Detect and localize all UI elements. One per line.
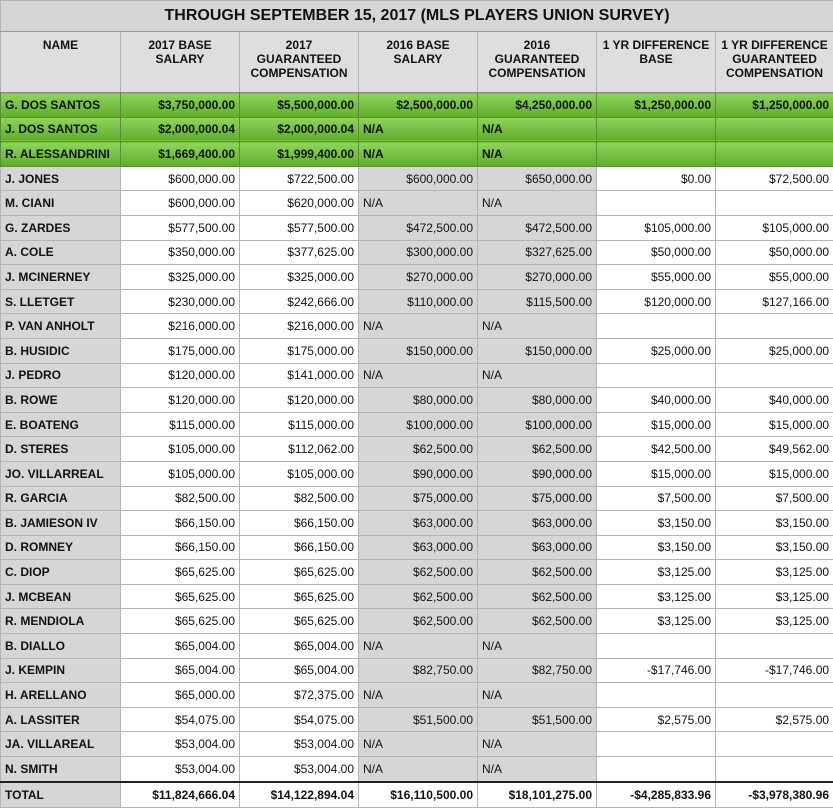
cell-2017-base: $350,000.00 (121, 240, 240, 265)
cell-diff-guaranteed (716, 117, 833, 142)
cell-2016-base: $100,000.00 (359, 412, 478, 437)
cell-2016-base: N/A (359, 732, 478, 757)
cell-2016-base: N/A (359, 363, 478, 388)
table-row (1, 363, 833, 388)
player-name: J. MCBEAN (1, 584, 121, 609)
cell-diff-guaranteed: $3,150.00 (716, 511, 833, 536)
cell-diff-base: $3,150.00 (597, 511, 716, 536)
cell-2016-guaranteed: N/A (478, 117, 597, 142)
cell-2016-base: $82,750.00 (359, 658, 478, 683)
player-name: D. ROMNEY (1, 535, 121, 560)
cell-diff-guaranteed (716, 191, 833, 216)
cell-2017-guaranteed: $66,150.00 (240, 511, 359, 536)
cell-2017-guaranteed: $65,004.00 (240, 658, 359, 683)
cell-diff-base: -$4,285,833.96 (597, 782, 716, 808)
cell-2016-guaranteed: $63,000.00 (478, 535, 597, 560)
cell-2016-guaranteed: $90,000.00 (478, 461, 597, 486)
cell-2017-guaranteed: $5,500,000.00 (240, 93, 359, 118)
cell-2017-guaranteed: $120,000.00 (240, 388, 359, 413)
cell-diff-base: $50,000.00 (597, 240, 716, 265)
cell-2016-guaranteed: $51,500.00 (478, 707, 597, 732)
player-name: N. SMITH (1, 757, 121, 782)
table-row (1, 166, 833, 191)
table-row (1, 732, 833, 757)
total-row (1, 782, 833, 808)
cell-diff-base (597, 117, 716, 142)
cell-2016-base: $62,500.00 (359, 584, 478, 609)
table-row (1, 707, 833, 732)
table-row (1, 584, 833, 609)
cell-2016-base: $2,500,000.00 (359, 93, 478, 118)
player-name: B. ROWE (1, 388, 121, 413)
player-name: JA. VILLAREAL (1, 732, 121, 757)
table-row (1, 486, 833, 511)
cell-2016-base: N/A (359, 142, 478, 167)
player-name: J. DOS SANTOS (1, 117, 121, 142)
cell-2016-base: N/A (359, 757, 478, 782)
cell-diff-guaranteed: -$3,978,380.96 (716, 782, 833, 808)
column-header-row (1, 32, 833, 93)
player-name: G. DOS SANTOS (1, 93, 121, 118)
cell-2016-guaranteed: $63,000.00 (478, 511, 597, 536)
table-row (1, 412, 833, 437)
player-name: H. ARELLANO (1, 683, 121, 708)
cell-2017-base: $53,004.00 (121, 732, 240, 757)
player-name: R. GARCIA (1, 486, 121, 511)
cell-2017-base: $115,000.00 (121, 412, 240, 437)
player-name: B. JAMIESON IV (1, 511, 121, 536)
header-1yr-difference-guaranteed-compensation: 1 YR DIFFERENCE GUARANTEED COMPENSATION (716, 32, 833, 93)
cell-diff-guaranteed: $40,000.00 (716, 388, 833, 413)
cell-2017-guaranteed: $1,999,400.00 (240, 142, 359, 167)
table-row (1, 634, 833, 659)
cell-diff-guaranteed: $3,125.00 (716, 584, 833, 609)
table-row (1, 314, 833, 339)
cell-2016-guaranteed: N/A (478, 142, 597, 167)
cell-diff-base: $3,125.00 (597, 584, 716, 609)
cell-2016-base: $51,500.00 (359, 707, 478, 732)
cell-diff-guaranteed: $3,150.00 (716, 535, 833, 560)
header-2016-base-salary: 2016 BASE SALARY (359, 32, 478, 93)
cell-diff-base: $15,000.00 (597, 461, 716, 486)
cell-2016-guaranteed: $80,000.00 (478, 388, 597, 413)
cell-diff-base: $42,500.00 (597, 437, 716, 462)
cell-diff-guaranteed: $25,000.00 (716, 338, 833, 363)
cell-2016-base: $300,000.00 (359, 240, 478, 265)
cell-diff-guaranteed (716, 363, 833, 388)
table-row (1, 388, 833, 413)
table-row (1, 535, 833, 560)
cell-diff-base: $1,250,000.00 (597, 93, 716, 118)
cell-diff-guaranteed: $1,250,000.00 (716, 93, 833, 118)
cell-diff-base: $3,150.00 (597, 535, 716, 560)
table-body (1, 93, 833, 808)
table-title: THROUGH SEPTEMBER 15, 2017 (MLS PLAYERS UNION SURVEY) (1, 1, 833, 32)
cell-2017-base: $65,625.00 (121, 609, 240, 634)
cell-2016-guaranteed: $115,500.00 (478, 289, 597, 314)
table-row (1, 461, 833, 486)
cell-diff-guaranteed (716, 757, 833, 782)
cell-2017-base: $1,669,400.00 (121, 142, 240, 167)
cell-2017-base: $65,625.00 (121, 584, 240, 609)
cell-2017-guaranteed: $65,004.00 (240, 634, 359, 659)
cell-2017-guaranteed: $141,000.00 (240, 363, 359, 388)
cell-2016-guaranteed: N/A (478, 314, 597, 339)
cell-diff-base: $15,000.00 (597, 412, 716, 437)
cell-diff-guaranteed (716, 683, 833, 708)
player-name: A. COLE (1, 240, 121, 265)
total-label: TOTAL (1, 782, 121, 808)
cell-diff-base (597, 683, 716, 708)
cell-2016-guaranteed: $62,500.00 (478, 584, 597, 609)
table-row (1, 609, 833, 634)
header-1yr-difference-base: 1 YR DIFFERENCE BASE (597, 32, 716, 93)
cell-2017-base: $11,824,666.04 (121, 782, 240, 808)
player-name: R. MENDIOLA (1, 609, 121, 634)
cell-2016-guaranteed: N/A (478, 363, 597, 388)
cell-diff-guaranteed: $15,000.00 (716, 412, 833, 437)
cell-2017-base: $120,000.00 (121, 363, 240, 388)
cell-diff-guaranteed: $15,000.00 (716, 461, 833, 486)
cell-2017-guaranteed: $115,000.00 (240, 412, 359, 437)
cell-2017-guaranteed: $577,500.00 (240, 215, 359, 240)
cell-2017-base: $65,625.00 (121, 560, 240, 585)
cell-2016-guaranteed: N/A (478, 634, 597, 659)
cell-2016-base: N/A (359, 634, 478, 659)
cell-2016-guaranteed: $62,500.00 (478, 437, 597, 462)
player-name: J. JONES (1, 166, 121, 191)
cell-diff-guaranteed: $3,125.00 (716, 609, 833, 634)
table-row (1, 240, 833, 265)
cell-diff-guaranteed: $50,000.00 (716, 240, 833, 265)
cell-diff-guaranteed (716, 634, 833, 659)
cell-2016-guaranteed: $18,101,275.00 (478, 782, 597, 808)
cell-2016-base: $63,000.00 (359, 535, 478, 560)
table-row (1, 93, 833, 118)
cell-2017-guaranteed: $54,075.00 (240, 707, 359, 732)
cell-diff-base (597, 191, 716, 216)
cell-2017-base: $66,150.00 (121, 535, 240, 560)
cell-diff-base: $40,000.00 (597, 388, 716, 413)
table-row (1, 191, 833, 216)
player-name: M. CIANI (1, 191, 121, 216)
cell-2017-guaranteed: $53,004.00 (240, 732, 359, 757)
cell-diff-base (597, 363, 716, 388)
cell-diff-guaranteed (716, 314, 833, 339)
cell-2016-guaranteed: $472,500.00 (478, 215, 597, 240)
cell-2017-guaranteed: $242,666.00 (240, 289, 359, 314)
cell-2017-base: $54,075.00 (121, 707, 240, 732)
cell-2017-base: $3,750,000.00 (121, 93, 240, 118)
cell-2017-base: $230,000.00 (121, 289, 240, 314)
player-name: G. ZARDES (1, 215, 121, 240)
cell-2017-guaranteed: $112,062.00 (240, 437, 359, 462)
cell-2016-guaranteed: N/A (478, 732, 597, 757)
cell-2016-guaranteed: $75,000.00 (478, 486, 597, 511)
cell-diff-base: $55,000.00 (597, 265, 716, 290)
cell-diff-guaranteed: $2,575.00 (716, 707, 833, 732)
header-name: NAME (1, 32, 121, 93)
cell-diff-base (597, 314, 716, 339)
player-name: JO. VILLARREAL (1, 461, 121, 486)
header-2017-base-salary: 2017 BASE SALARY (121, 32, 240, 93)
player-name: C. DIOP (1, 560, 121, 585)
table-row (1, 658, 833, 683)
cell-2017-guaranteed: $72,375.00 (240, 683, 359, 708)
cell-2017-base: $600,000.00 (121, 166, 240, 191)
cell-diff-base: $7,500.00 (597, 486, 716, 511)
cell-2017-guaranteed: $14,122,894.04 (240, 782, 359, 808)
cell-diff-base: $3,125.00 (597, 609, 716, 634)
cell-2017-guaranteed: $216,000.00 (240, 314, 359, 339)
cell-diff-base: -$17,746.00 (597, 658, 716, 683)
table-row (1, 757, 833, 782)
cell-2017-guaranteed: $65,625.00 (240, 584, 359, 609)
player-name: J. MCINERNEY (1, 265, 121, 290)
cell-diff-base: $3,125.00 (597, 560, 716, 585)
cell-2016-base: $600,000.00 (359, 166, 478, 191)
cell-2017-base: $577,500.00 (121, 215, 240, 240)
cell-2016-base: $62,500.00 (359, 609, 478, 634)
cell-diff-guaranteed: $49,562.00 (716, 437, 833, 462)
cell-diff-base: $2,575.00 (597, 707, 716, 732)
cell-2016-guaranteed: $62,500.00 (478, 560, 597, 585)
table-row (1, 437, 833, 462)
cell-diff-base (597, 757, 716, 782)
cell-2016-guaranteed: $4,250,000.00 (478, 93, 597, 118)
cell-2017-base: $216,000.00 (121, 314, 240, 339)
cell-2016-guaranteed: $82,750.00 (478, 658, 597, 683)
cell-2017-guaranteed: $722,500.00 (240, 166, 359, 191)
cell-2017-base: $325,000.00 (121, 265, 240, 290)
cell-2017-guaranteed: $82,500.00 (240, 486, 359, 511)
cell-diff-base (597, 732, 716, 757)
cell-2017-base: $65,004.00 (121, 658, 240, 683)
cell-2017-guaranteed: $105,000.00 (240, 461, 359, 486)
cell-2017-base: $82,500.00 (121, 486, 240, 511)
cell-2016-base: $62,500.00 (359, 560, 478, 585)
cell-2017-base: $66,150.00 (121, 511, 240, 536)
table-row (1, 511, 833, 536)
cell-2017-guaranteed: $2,000,000.04 (240, 117, 359, 142)
cell-2016-base: $63,000.00 (359, 511, 478, 536)
table-row (1, 142, 833, 167)
player-name: J. PEDRO (1, 363, 121, 388)
cell-2016-base: $80,000.00 (359, 388, 478, 413)
table-row (1, 215, 833, 240)
cell-diff-guaranteed: $127,166.00 (716, 289, 833, 314)
player-name: S. LLETGET (1, 289, 121, 314)
cell-2016-base: N/A (359, 191, 478, 216)
cell-2016-guaranteed: N/A (478, 191, 597, 216)
player-name: J. KEMPIN (1, 658, 121, 683)
cell-diff-guaranteed (716, 732, 833, 757)
cell-2016-guaranteed: $62,500.00 (478, 609, 597, 634)
cell-2017-guaranteed: $325,000.00 (240, 265, 359, 290)
cell-2017-base: $600,000.00 (121, 191, 240, 216)
cell-2016-guaranteed: $270,000.00 (478, 265, 597, 290)
cell-diff-guaranteed: -$17,746.00 (716, 658, 833, 683)
cell-2016-base: $62,500.00 (359, 437, 478, 462)
cell-2016-base: N/A (359, 683, 478, 708)
cell-2016-base: $75,000.00 (359, 486, 478, 511)
player-name: E. BOATENG (1, 412, 121, 437)
header-2017-guaranteed-compensation: 2017 GUARANTEED COMPENSATION (240, 32, 359, 93)
cell-2016-base: $16,110,500.00 (359, 782, 478, 808)
cell-2017-base: $53,004.00 (121, 757, 240, 782)
cell-2017-base: $105,000.00 (121, 461, 240, 486)
cell-diff-base: $0.00 (597, 166, 716, 191)
cell-diff-base: $25,000.00 (597, 338, 716, 363)
cell-2017-guaranteed: $65,625.00 (240, 560, 359, 585)
cell-diff-guaranteed (716, 142, 833, 167)
table-row (1, 560, 833, 585)
header-2016-guaranteed-compensation: 2016 GUARANTEED COMPENSATION (478, 32, 597, 93)
cell-2017-guaranteed: $620,000.00 (240, 191, 359, 216)
cell-2016-base: N/A (359, 117, 478, 142)
cell-2016-base: $110,000.00 (359, 289, 478, 314)
cell-2017-guaranteed: $66,150.00 (240, 535, 359, 560)
player-name: B. DIALLO (1, 634, 121, 659)
cell-2017-guaranteed: $65,625.00 (240, 609, 359, 634)
table-row (1, 117, 833, 142)
table-row (1, 683, 833, 708)
cell-diff-guaranteed: $105,000.00 (716, 215, 833, 240)
cell-2017-guaranteed: $53,004.00 (240, 757, 359, 782)
table-row (1, 338, 833, 363)
cell-2016-guaranteed: N/A (478, 757, 597, 782)
cell-2016-base: $150,000.00 (359, 338, 478, 363)
player-name: B. HUSIDIC (1, 338, 121, 363)
cell-2016-base: $472,500.00 (359, 215, 478, 240)
cell-2016-guaranteed: $327,625.00 (478, 240, 597, 265)
table-row (1, 289, 833, 314)
cell-2017-base: $120,000.00 (121, 388, 240, 413)
cell-2016-base: N/A (359, 314, 478, 339)
cell-2017-base: $65,000.00 (121, 683, 240, 708)
cell-2017-base: $105,000.00 (121, 437, 240, 462)
cell-2017-base: $175,000.00 (121, 338, 240, 363)
player-name: A. LASSITER (1, 707, 121, 732)
cell-diff-base: $105,000.00 (597, 215, 716, 240)
cell-2016-guaranteed: N/A (478, 683, 597, 708)
cell-2016-guaranteed: $100,000.00 (478, 412, 597, 437)
table-row (1, 265, 833, 290)
cell-2017-base: $2,000,000.04 (121, 117, 240, 142)
cell-2016-base: $90,000.00 (359, 461, 478, 486)
player-name: D. STERES (1, 437, 121, 462)
player-name: P. VAN ANHOLT (1, 314, 121, 339)
cell-diff-base (597, 634, 716, 659)
cell-diff-guaranteed: $72,500.00 (716, 166, 833, 191)
cell-2017-guaranteed: $377,625.00 (240, 240, 359, 265)
cell-diff-guaranteed: $3,125.00 (716, 560, 833, 585)
cell-2017-guaranteed: $175,000.00 (240, 338, 359, 363)
cell-diff-base: $120,000.00 (597, 289, 716, 314)
cell-2016-guaranteed: $650,000.00 (478, 166, 597, 191)
cell-2017-base: $65,004.00 (121, 634, 240, 659)
player-name: R. ALESSANDRINI (1, 142, 121, 167)
cell-2016-guaranteed: $150,000.00 (478, 338, 597, 363)
cell-diff-base (597, 142, 716, 167)
cell-diff-guaranteed: $7,500.00 (716, 486, 833, 511)
cell-2016-base: $270,000.00 (359, 265, 478, 290)
cell-diff-guaranteed: $55,000.00 (716, 265, 833, 290)
